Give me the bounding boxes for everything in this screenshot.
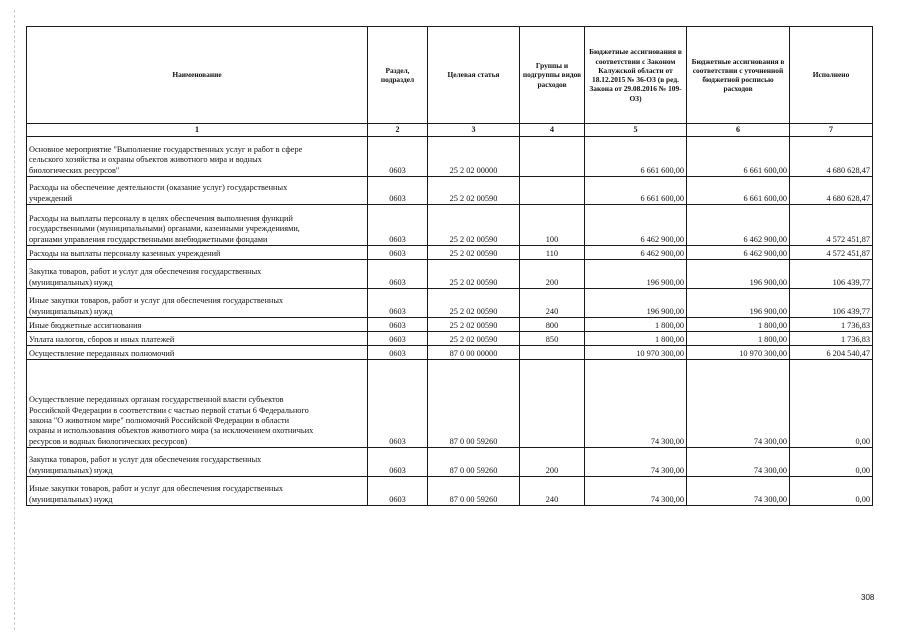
row-article: 25 2 02 00590 <box>428 289 520 318</box>
header-section: Раздел, подраздел <box>368 27 428 124</box>
row-law-amount: 6 661 600,00 <box>585 137 687 177</box>
row-group <box>520 346 585 360</box>
row-roster-amount: 1 800,00 <box>687 332 790 346</box>
table-row <box>27 137 873 177</box>
row-law-amount: 6 462 900,00 <box>585 246 687 260</box>
row-executed-amount: 106 439,77 <box>790 260 873 289</box>
row-name: Закупка товаров, работ и услуг для обеспечения государственных (муниципальных) нужд <box>27 260 368 289</box>
row-roster-amount: 1 800,00 <box>687 318 790 332</box>
scan-edge-line <box>14 10 16 630</box>
row-section: 0603 <box>368 360 428 448</box>
header-roster-allocations: Бюджетные ассигнования в соответствии с уточненной бюджетной росписью расходов <box>687 27 790 124</box>
row-law-amount: 6 661 600,00 <box>585 177 687 205</box>
row-law-amount: 74 300,00 <box>585 448 687 477</box>
row-section: 0603 <box>368 246 428 260</box>
column-number: 1 <box>27 124 368 137</box>
page-number: 308 <box>861 593 875 602</box>
table-row <box>27 205 873 246</box>
table-row <box>27 260 873 289</box>
row-article: 25 2 02 00590 <box>428 260 520 289</box>
row-group <box>520 177 585 205</box>
row-roster-amount: 74 300,00 <box>687 360 790 448</box>
table-row <box>27 318 873 332</box>
row-article: 25 2 02 00590 <box>428 318 520 332</box>
row-group: 800 <box>520 318 585 332</box>
table-row <box>27 360 873 448</box>
table-header-row <box>27 27 873 124</box>
row-name: Осуществление переданных полномочий <box>27 346 368 360</box>
column-number: 2 <box>368 124 428 137</box>
row-law-amount: 74 300,00 <box>585 477 687 506</box>
row-group <box>520 360 585 448</box>
row-roster-amount: 74 300,00 <box>687 448 790 477</box>
row-name: Уплата налогов, сборов и иных платежей <box>27 332 368 346</box>
row-article: 25 2 02 00590 <box>428 246 520 260</box>
row-executed-amount: 0,00 <box>790 477 873 506</box>
row-group: 110 <box>520 246 585 260</box>
row-group <box>520 137 585 177</box>
column-number-row <box>27 124 873 137</box>
table-row <box>27 346 873 360</box>
row-name: Закупка товаров, работ и услуг для обеспечения государственных (муниципальных) нужд <box>27 448 368 477</box>
row-group: 240 <box>520 477 585 506</box>
row-law-amount: 196 900,00 <box>585 260 687 289</box>
row-name: Основное мероприятие "Выполнение государственных услуг и работ в сфере сельского хозяйства и охраны объектов животного мира и водных биологических ресурсов" <box>27 137 368 177</box>
row-executed-amount: 4 680 628,47 <box>790 177 873 205</box>
row-section: 0603 <box>368 332 428 346</box>
row-section: 0603 <box>368 477 428 506</box>
row-executed-amount: 0,00 <box>790 360 873 448</box>
row-section: 0603 <box>368 346 428 360</box>
column-number: 7 <box>790 124 873 137</box>
header-target-article: Целевая статья <box>428 27 520 124</box>
row-article: 25 2 02 00590 <box>428 205 520 246</box>
row-group: 100 <box>520 205 585 246</box>
table-row <box>27 477 873 506</box>
column-number: 3 <box>428 124 520 137</box>
row-executed-amount: 6 204 540,47 <box>790 346 873 360</box>
table-row <box>27 289 873 318</box>
row-executed-amount: 1 736,83 <box>790 332 873 346</box>
row-law-amount: 1 800,00 <box>585 318 687 332</box>
row-section: 0603 <box>368 260 428 289</box>
table-row <box>27 448 873 477</box>
row-executed-amount: 4 572 451,87 <box>790 246 873 260</box>
row-article: 25 2 02 00000 <box>428 137 520 177</box>
row-roster-amount: 10 970 300,00 <box>687 346 790 360</box>
row-roster-amount: 6 462 900,00 <box>687 205 790 246</box>
row-law-amount: 74 300,00 <box>585 360 687 448</box>
header-name: Наименование <box>27 27 368 124</box>
row-section: 0603 <box>368 318 428 332</box>
row-roster-amount: 6 462 900,00 <box>687 246 790 260</box>
row-executed-amount: 0,00 <box>790 448 873 477</box>
row-executed-amount: 4 572 451,87 <box>790 205 873 246</box>
row-name: Расходы на выплаты персоналу в целях обеспечения выполнения функций государственными (муниципальными) органами, казенными учреждениями, органами управления государственными внебюджетными фондами <box>27 205 368 246</box>
table-row <box>27 332 873 346</box>
row-group: 240 <box>520 289 585 318</box>
row-group: 200 <box>520 260 585 289</box>
row-article: 25 2 02 00590 <box>428 177 520 205</box>
row-section: 0603 <box>368 448 428 477</box>
row-name: Иные закупки товаров, работ и услуг для обеспечения государственных (муниципальных) нужд <box>27 477 368 506</box>
row-name: Расходы на обеспечение деятельности (оказание услуг) государственных учреждений <box>27 177 368 205</box>
header-executed: Исполнено <box>790 27 873 124</box>
row-roster-amount: 196 900,00 <box>687 260 790 289</box>
row-name: Расходы на выплаты персоналу казенных учреждений <box>27 246 368 260</box>
row-roster-amount: 6 661 600,00 <box>687 177 790 205</box>
row-executed-amount: 4 680 628,47 <box>790 137 873 177</box>
row-name: Осуществление переданных органам государственной власти субъектов Российской Федерации в соответствии с частью первой статьи 6 Федерального закона "О животном мире" полномочий Российской Федерации в области охраны и использования объектов животного мира (за исключением охотничьих ресурсов и водных биологических ресурсов) <box>27 360 368 448</box>
row-roster-amount: 196 900,00 <box>687 289 790 318</box>
row-article: 87 0 00 59260 <box>428 360 520 448</box>
row-roster-amount: 6 661 600,00 <box>687 137 790 177</box>
row-executed-amount: 106 439,77 <box>790 289 873 318</box>
header-expense-groups: Группы и подгруппы видов расходов <box>520 27 585 124</box>
header-law-allocations: Бюджетные ассигнования в соответствии с Законом Калужской области от 18.12.2015 № 36-ОЗ (в ред. Закона от 29.08.2016 № 109-ОЗ) <box>585 27 687 124</box>
column-number: 5 <box>585 124 687 137</box>
row-article: 87 0 00 00000 <box>428 346 520 360</box>
row-section: 0603 <box>368 205 428 246</box>
row-article: 87 0 00 59260 <box>428 477 520 506</box>
row-group: 200 <box>520 448 585 477</box>
row-law-amount: 196 900,00 <box>585 289 687 318</box>
row-section: 0603 <box>368 289 428 318</box>
row-law-amount: 6 462 900,00 <box>585 205 687 246</box>
column-number: 4 <box>520 124 585 137</box>
row-name: Иные бюджетные ассигнования <box>27 318 368 332</box>
row-article: 87 0 00 59260 <box>428 448 520 477</box>
row-roster-amount: 74 300,00 <box>687 477 790 506</box>
column-number: 6 <box>687 124 790 137</box>
row-section: 0603 <box>368 177 428 205</box>
row-section: 0603 <box>368 137 428 177</box>
row-executed-amount: 1 736,83 <box>790 318 873 332</box>
table-row <box>27 177 873 205</box>
budget-table <box>26 26 873 506</box>
row-article: 25 2 02 00590 <box>428 332 520 346</box>
row-name: Иные закупки товаров, работ и услуг для обеспечения государственных (муниципальных) нужд <box>27 289 368 318</box>
row-law-amount: 10 970 300,00 <box>585 346 687 360</box>
row-law-amount: 1 800,00 <box>585 332 687 346</box>
row-group: 850 <box>520 332 585 346</box>
table-row <box>27 246 873 260</box>
